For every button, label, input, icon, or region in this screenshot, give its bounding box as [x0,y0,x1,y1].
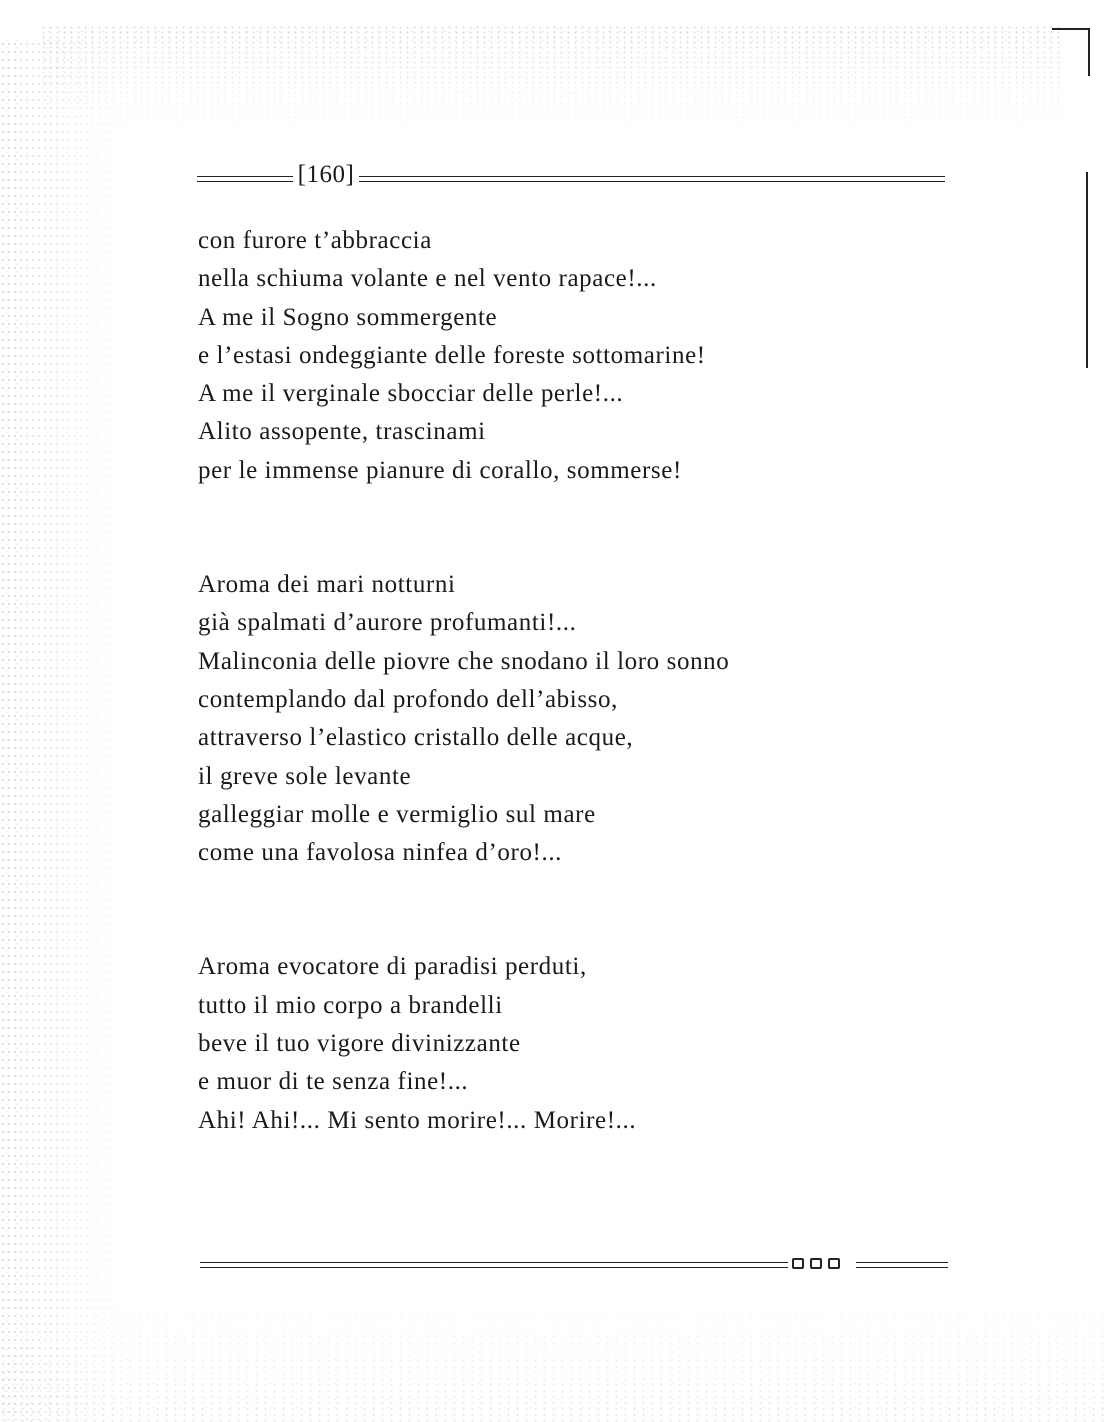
page-footer-ornament [200,1254,948,1276]
scan-noise-bottom [0,1280,1110,1422]
square-ornament-icon [792,1258,852,1272]
poem-line: contemplando dal profondo dell’abisso, [198,685,618,713]
stanza-2 [198,566,1018,872]
stanza-3 [198,948,1018,1139]
poem-line: attraverso l’elastico cristallo delle acque, [198,724,634,752]
poem-line: e l’estasi ondeggiante delle foreste sottomarine! [198,341,706,369]
poem-line: come una favolosa ninfea d’oro!... [198,839,563,867]
binding-edge-line [1086,172,1088,368]
scan-noise-left [0,40,130,1420]
poem-line: già spalmati d’aurore profumanti!... [198,609,577,637]
ornament-square [792,1258,804,1269]
poem-line: A me il verginale sbocciar delle perle!... [198,380,624,408]
poem-line: galleggiar molle e vermiglio sul mare [198,800,596,828]
header-rule-right [359,176,945,182]
poem-line: beve il tuo vigore divinizzante [198,1030,521,1058]
poem-line: con furore t’abbraccia [198,227,432,254]
header-rule-left [197,176,293,182]
poem-line: Ahi! Ahi!... Mi sento morire!... Morire!... [198,1106,637,1134]
poem-line: Aroma dei mari notturni [198,571,456,599]
poem-line: per le immense pianure di corallo, sommerse! [198,456,682,484]
page-header [197,160,945,190]
page-number: [160] [297,161,355,188]
footer-rule-left [200,1262,788,1268]
footer-rule-right [856,1262,948,1268]
poem-line: A me il Sogno sommergente [198,303,498,331]
poem-body [198,222,1018,1140]
poem-line: Aroma evocatore di paradisi perduti, [198,953,587,981]
stanza-1 [198,222,1018,490]
poem-line: il greve sole levante [198,762,412,790]
scan-noise-top [40,25,1060,135]
poem-line: tutto il mio corpo a brandelli [198,991,503,1019]
poem-line: nella schiuma volante e nel vento rapace!... [198,265,657,293]
poem-line: Malinconia delle piovre che snodano il loro sonno [198,647,730,675]
ornament-square [810,1258,822,1269]
ornament-square [828,1258,840,1269]
binding-corner-mark [1052,28,1090,76]
poem-line: e muor di te senza fine!... [198,1068,469,1096]
poem-line: Alito assopente, trascinami [198,418,486,446]
